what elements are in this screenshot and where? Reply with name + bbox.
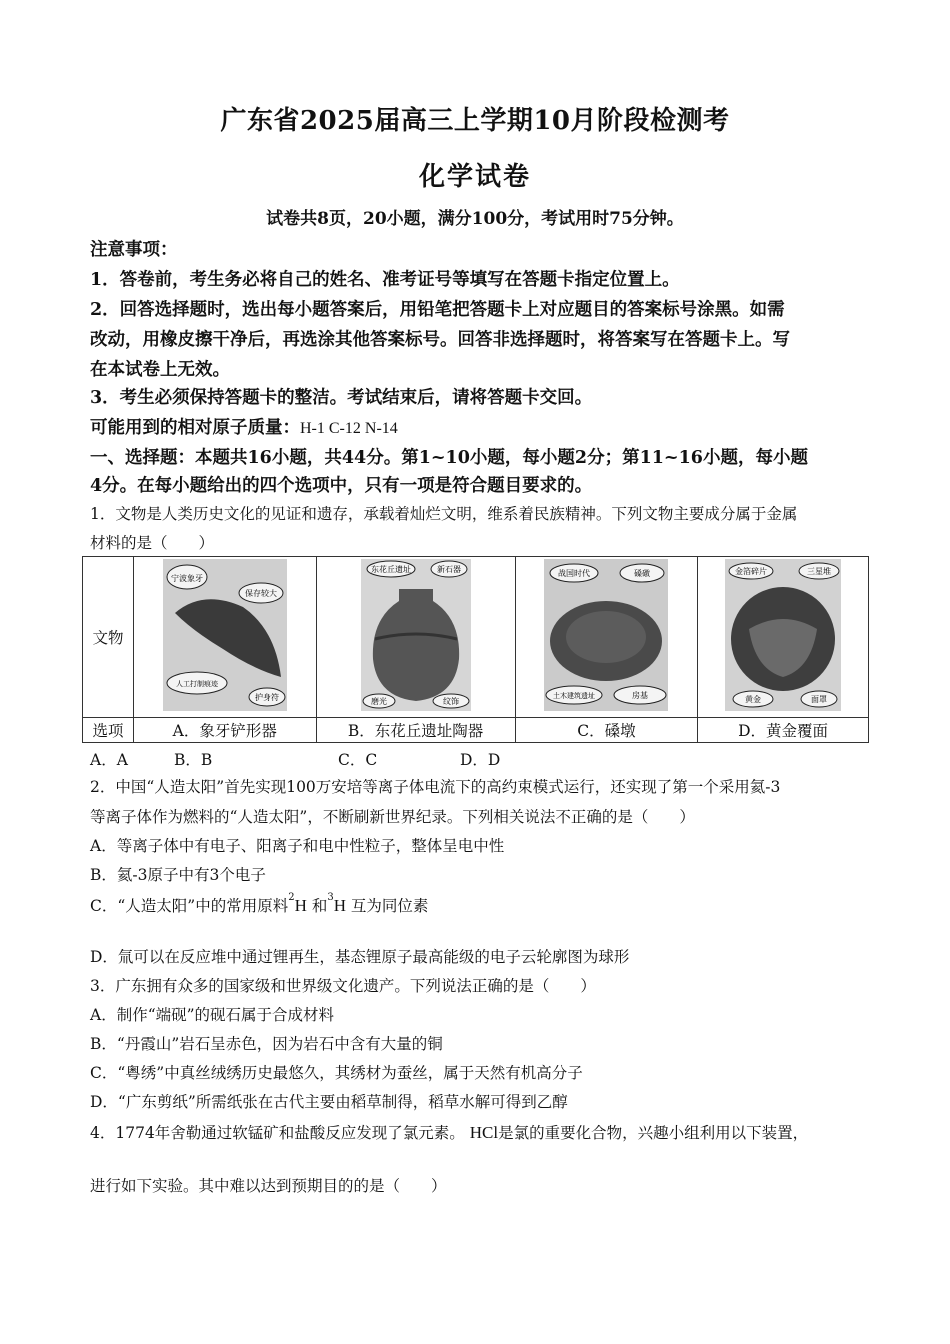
notice-item-2-line-3: 在本试卷上无效。 [90, 360, 230, 380]
mass-number-2: 2 [288, 892, 295, 903]
tag-d2: 三星堆 [807, 567, 832, 576]
q2-option-d: D．氚可以在反应堆中通过锂再生，基态锂原子最高能级的电子云轮廓图为球形 [90, 948, 630, 966]
q2-stem-line-2: 等离子体作为燃料的“人造太阳”，不断刷新世界纪录。下列相关说法不正确的是（ ） [90, 808, 695, 826]
tag-b4: 纹饰 [442, 697, 459, 706]
q1-stem-line-2: 材料的是（ ） [90, 534, 215, 552]
exam-info: 试卷共8页，20小题，满分100分，考试用时75分钟。 [266, 209, 684, 229]
q1-relic-table [82, 556, 869, 743]
q2-option-c [90, 894, 865, 916]
relic-option-b: B．东花丘遗址陶器 [316, 718, 515, 743]
relic-photo-c [515, 557, 698, 718]
atomic-mass-values: H-1 C-12 N-14 [300, 420, 398, 437]
q2-option-c-post: 互为同位素 [350, 897, 429, 915]
relic-photo-d [698, 557, 869, 718]
tag-a3: 人工打制痕迹 [175, 680, 218, 688]
q4-stem-line-2: 进行如下实验。其中难以达到预期目的的是（ ） [90, 1177, 447, 1195]
q4-formula-hcl: HCl [469, 1123, 499, 1142]
relic-option-d: D．黄金覆面 [698, 718, 869, 743]
q4-stem-pre: 4．1774年舍勒通过软锰矿和盐酸反应发现了氯元素。 [90, 1124, 465, 1142]
q1-choice-b: B．B [174, 751, 213, 769]
ivory-shovel-image [163, 559, 287, 711]
q3-option-b: B．“丹霞山”岩石呈赤色，因为岩石中含有大量的铜 [90, 1035, 443, 1053]
tag-b2: 新石器 [436, 565, 461, 574]
q4-stem-line-1 [90, 1121, 865, 1143]
symbol-h-3: H [333, 896, 346, 915]
pottery-jar-image [361, 559, 471, 711]
q3-option-c: C．“粤绣”中真丝绒绣历史最悠久，其绣材为蚕丝，属于天然有机高分子 [90, 1064, 583, 1082]
row-header-relic: 文物 [83, 557, 134, 718]
q1-choice-a: A．A [90, 751, 128, 769]
symbol-h-2: H [294, 896, 307, 915]
q1-choices [90, 748, 500, 770]
relic-photo-b [316, 557, 515, 718]
q2-stem-line-1: 2．中国“人造太阳”首先实现100万安培等离子体电流下的高约束模式运行，还实现了第一个采用氦-3 [90, 778, 781, 796]
section-1-line-1: 一、选择题：本题共16小题，共44分。第1~10小题，每小题2分；第11~16小题，每小题 [90, 448, 808, 468]
q3-option-d: D．“广东剪纸”所需纸张在古代主要由稻草制得，稻草水解可得到乙醇 [90, 1093, 568, 1111]
tag-d1: 金箔碎片 [735, 567, 768, 576]
tag-a4: 护身符 [254, 693, 279, 702]
notice-item-2-line-1: 2．回答选择题时，选出每小题答案后，用铅笔把答题卡上对应题目的答案标号涂黑。如需 [90, 300, 785, 320]
tag-a1: 宁波象牙 [170, 574, 203, 583]
q2-option-c-pre: C．“人造太阳”中的常用原料 [90, 897, 289, 915]
stone-base-image [544, 559, 668, 711]
q1-stem-line-1: 1．文物是人类历史文化的见证和遗存，承载着灿烂文明，维系着民族精神。下列文物主要成分属于金属 [90, 505, 798, 523]
notice-item-3: 3．考生必须保持答题卡的整洁。考试结束后，请将答题卡交回。 [90, 388, 593, 408]
relic-photo-a [134, 557, 317, 718]
notice-heading: 注意事项： [90, 240, 178, 260]
tag-b1: 东花丘遗址 [370, 565, 411, 574]
q1-choice-d: D．D [460, 751, 501, 769]
tag-d4: 面罩 [811, 695, 828, 704]
q2-option-c-and: 和 [311, 897, 328, 915]
atomic-mass-label: 可能用到的相对原子质量： [90, 418, 300, 438]
q3-option-a: A．制作“端砚”的砚石属于合成材料 [90, 1006, 335, 1024]
notice-item-1: 1．答卷前，考生务必将自己的姓名、准考证号等填写在答题卡指定位置上。 [90, 270, 680, 290]
q1-choice-c: C．C [338, 751, 378, 769]
row-header-option: 选项 [83, 718, 134, 743]
gold-mask-image [725, 559, 841, 711]
tag-c3: 土木建筑遗址 [553, 692, 596, 700]
tag-d3: 黄金 [745, 695, 762, 704]
section-1-line-2: 4分。在每小题给出的四个选项中，只有一项是符合题目要求的。 [90, 476, 593, 496]
mass-number-3: 3 [327, 892, 334, 903]
exam-subject: 化学试卷 [418, 162, 531, 192]
exam-title: 广东省2025届高三上学期10月阶段检测考 [220, 106, 730, 136]
tag-b3: 磨光 [370, 697, 387, 706]
q2-option-a: A．等离子体中有电子、阳离子和电中性粒子，整体呈电中性 [90, 837, 505, 855]
q4-stem-post: 是氯的重要化合物，兴趣小组利用以下装置， [498, 1124, 809, 1142]
tag-c4: 房基 [632, 691, 649, 700]
relic-option-c: C．磉墩 [515, 718, 698, 743]
atomic-mass-line [90, 414, 865, 439]
q2-option-b: B．氦-3原子中有3个电子 [90, 866, 266, 884]
tag-a2: 保存较大 [244, 589, 277, 598]
notice-item-2-line-2: 改动，用橡皮擦干净后，再选涂其他答案标号。回答非选择题时，将答案写在答题卡上。写 [90, 330, 790, 350]
tag-c1: 战国时代 [558, 569, 591, 578]
q3-stem: 3．广东拥有众多的国家级和世界级文化遗产。下列说法正确的是（ ） [90, 977, 596, 995]
tag-c2: 磉礅 [634, 569, 651, 578]
relic-option-a: A．象牙铲形器 [134, 718, 317, 743]
